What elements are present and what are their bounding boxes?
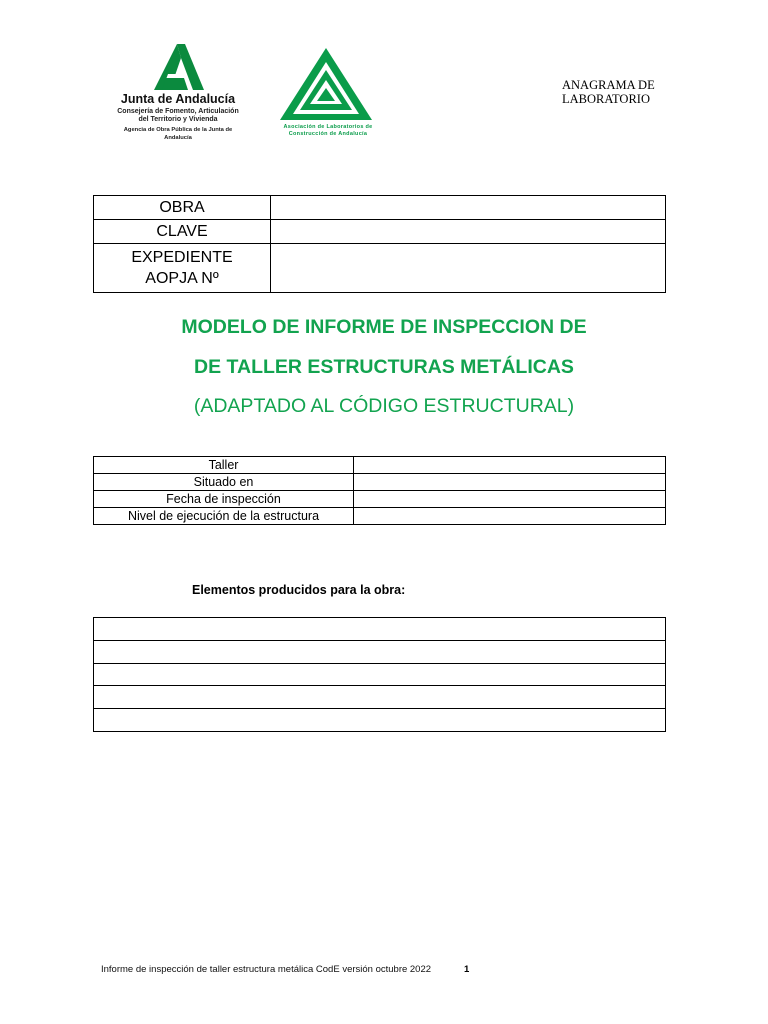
clave-field[interactable] [271, 220, 666, 244]
expediente-label-line-2: AOPJA Nº [145, 270, 219, 287]
anagram-line-1: ANAGRAMA DE [562, 78, 655, 92]
obra-label: OBRA [94, 196, 271, 220]
expediente-row [94, 244, 666, 293]
footer-text: Informe de inspección de taller estructura metálica CodE versión octubre 2022 [101, 964, 432, 975]
element-field-2[interactable] [94, 640, 666, 663]
alc-text-2: Construcción de Andalucía [288, 131, 368, 137]
junta-subtitle-1: Consejería de Fomento, Articulación [117, 108, 239, 115]
junta-subtitle-3: Agencia de Obra Pública de la Junta de Andalucía [123, 127, 233, 141]
report-title-line-2: DE TALLER ESTRUCTURAS METÁLICAS [194, 356, 574, 378]
obra-row [94, 196, 666, 220]
table-row [94, 491, 666, 508]
expediente-field[interactable] [271, 244, 666, 293]
situado-en-field[interactable] [354, 474, 666, 491]
alc-logo [278, 46, 378, 142]
report-title-line-3: (ADAPTADO AL CÓDIGO ESTRUCTURAL) [193, 395, 575, 417]
situado-en-label: Situado en [94, 474, 354, 491]
expediente-label-line-1: EXPEDIENTE [131, 249, 233, 266]
taller-label: Taller [94, 457, 354, 474]
table-row [94, 663, 666, 686]
fecha-inspeccion-field[interactable] [354, 491, 666, 508]
table-row [94, 508, 666, 525]
table-row [94, 640, 666, 663]
junta-subtitle-2: del Territorio y Vivienda [138, 116, 218, 123]
element-field-3[interactable] [94, 663, 666, 686]
table-row [94, 709, 666, 732]
workshop-info-table [93, 456, 666, 525]
nivel-ejecucion-label: Nivel de ejecución de la estructura [94, 508, 354, 525]
junta-andalucia-logo [112, 44, 244, 141]
junta-andalucia-mark-icon [150, 44, 204, 90]
table-row [94, 457, 666, 474]
table-row [94, 474, 666, 491]
elements-heading: Elementos producidos para la obra: [192, 583, 406, 597]
element-field-1[interactable] [94, 618, 666, 641]
table-row [94, 618, 666, 641]
anagram-line-2: LABORATORIO [562, 92, 650, 106]
obra-field[interactable] [271, 196, 666, 220]
clave-row [94, 220, 666, 244]
lab-anagram-placeholder [562, 78, 692, 106]
clave-label: CLAVE [94, 220, 271, 244]
nivel-ejecucion-field[interactable] [354, 508, 666, 525]
alc-text-1: Asociación de Laboratorios de [283, 124, 373, 130]
element-field-4[interactable] [94, 686, 666, 709]
triangle-logo-icon [278, 46, 374, 122]
page-number: 1 [464, 964, 470, 975]
expediente-label [94, 244, 271, 293]
taller-field[interactable] [354, 457, 666, 474]
report-title-line-1: MODELO DE INFORME DE INSPECCION DE [181, 316, 587, 338]
element-field-5[interactable] [94, 709, 666, 732]
project-info-table [93, 195, 666, 293]
fecha-inspeccion-label: Fecha de inspección [94, 491, 354, 508]
table-row [94, 686, 666, 709]
elements-table [93, 617, 666, 732]
junta-name: Junta de Andalucía [120, 92, 236, 106]
